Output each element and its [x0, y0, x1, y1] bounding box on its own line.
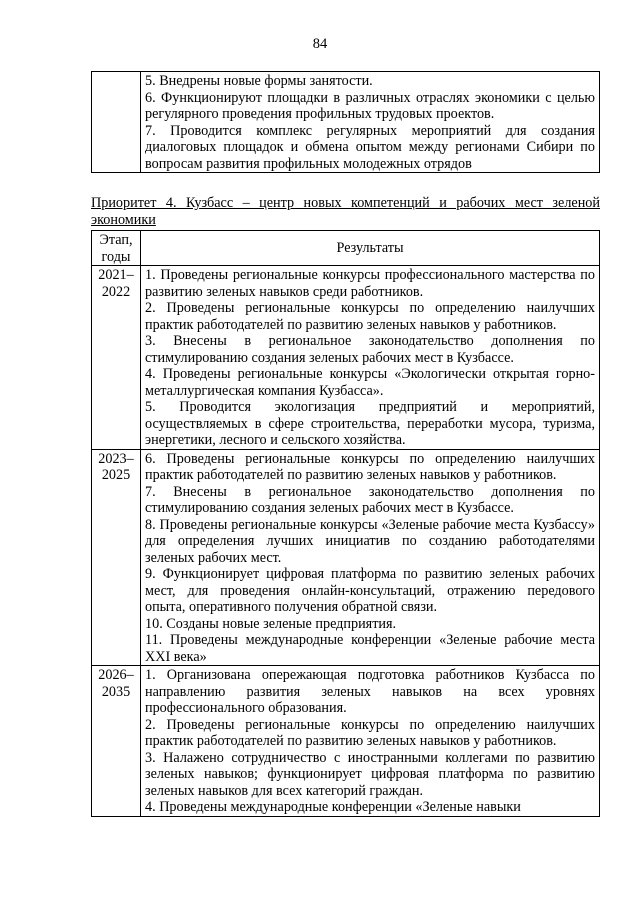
results-cell: [141, 72, 600, 173]
result-item: 3. Налажено сотрудничество с иностранными коллегами по развитию зеленых навыков; функционирует цифровая платформа по развитию зеленых навыков для всех категорий граждан.: [145, 749, 595, 799]
table-row: [92, 666, 600, 817]
result-item: 7. Проводится комплекс регулярных мероприятий для создания диалоговых площадок и обмена опытом между регионами Сибири по вопросам развития профильных молодежных отрядов: [145, 122, 595, 172]
period-cell: 2021– 2022: [92, 266, 141, 450]
result-item: 8. Проведены региональные конкурсы «Зеленые рабочие места Кузбассу» для определения лучших инициатив по созданию работодателями зеленых рабочих мест.: [145, 516, 595, 566]
result-item: 6. Функционируют площадки в различных отраслях экономики с целью регулярного проведения профильных трудовых проектов.: [145, 89, 595, 122]
header-results: Результаты: [141, 231, 600, 266]
results-cell: [141, 666, 600, 817]
period-cell: 2023– 2025: [92, 449, 141, 666]
result-item: 6. Проведены региональные конкурсы по определению наилучших практик работодателей по развитию зеленых навыков у работников.: [145, 450, 595, 483]
header-stage: Этап, годы: [92, 231, 141, 266]
period-cell: 2026– 2035: [92, 666, 141, 817]
results-cell: [141, 266, 600, 450]
table-row: [92, 449, 600, 666]
page-number: 84: [312, 36, 328, 52]
continuation-table: [91, 71, 600, 173]
priority-heading: Приоритет 4. Кузбасс – центр новых компетенций и рабочих мест зеленой экономики: [91, 195, 600, 228]
result-item: 9. Функционирует цифровая платформа по развитию зеленых рабочих мест, для проведения онлайн-консультаций, отражению передового опыта, оперативного получения обратной связи.: [145, 566, 595, 615]
result-item: 3. Внесены в региональное законодательство дополнения по стимулированию создания зеленых рабочих мест в Кузбассе.: [145, 333, 595, 366]
result-item: 2. Проведены региональные конкурсы по определению наилучших практик работодателей по развитию зеленых навыков у работников.: [145, 716, 595, 749]
empty-stage-cell: [92, 72, 141, 173]
result-item: 5. Проводится экологизация предприятий и мероприятий, осуществляемых в сфере строительства, переработки мусора, туризма, энергетики, лесного и сельского хозяйства.: [145, 399, 595, 448]
results-cell: [141, 449, 600, 666]
result-item: 5. Внедрены новые формы занятости.: [145, 73, 373, 89]
result-item: 2. Проведены региональные конкурсы по определению наилучших практик работодателей по развитию зеленых навыков у работников.: [145, 300, 595, 333]
table-header-row: [92, 231, 600, 266]
result-item: 7. Внесены в региональное законодательство дополнения по стимулированию создания зеленых рабочих мест в Кузбассе.: [145, 483, 595, 516]
result-item: 10. Созданы новые зеленые предприятия.: [145, 615, 397, 632]
table-row: [92, 266, 600, 450]
result-item: 11. Проведены международные конференции «Зеленые рабочие места XXI века»: [145, 632, 595, 665]
result-item: 1. Проведены региональные конкурсы профессионального мастерства по развитию зеленых навыков среди работников.: [145, 267, 595, 300]
result-item: 4. Проведены международные конференции «Зеленые навыки: [145, 799, 521, 815]
result-item: 1. Организована опережающая подготовка работников Кузбасса по направлению развития зеленых навыков на всех уровнях профессионального образования.: [145, 667, 595, 716]
table-row: [92, 72, 600, 173]
results-table: [91, 230, 600, 817]
result-item: 4. Проведены региональные конкурсы «Экологически открытая горно-металлургическая компания Кузбасса».: [145, 366, 595, 399]
